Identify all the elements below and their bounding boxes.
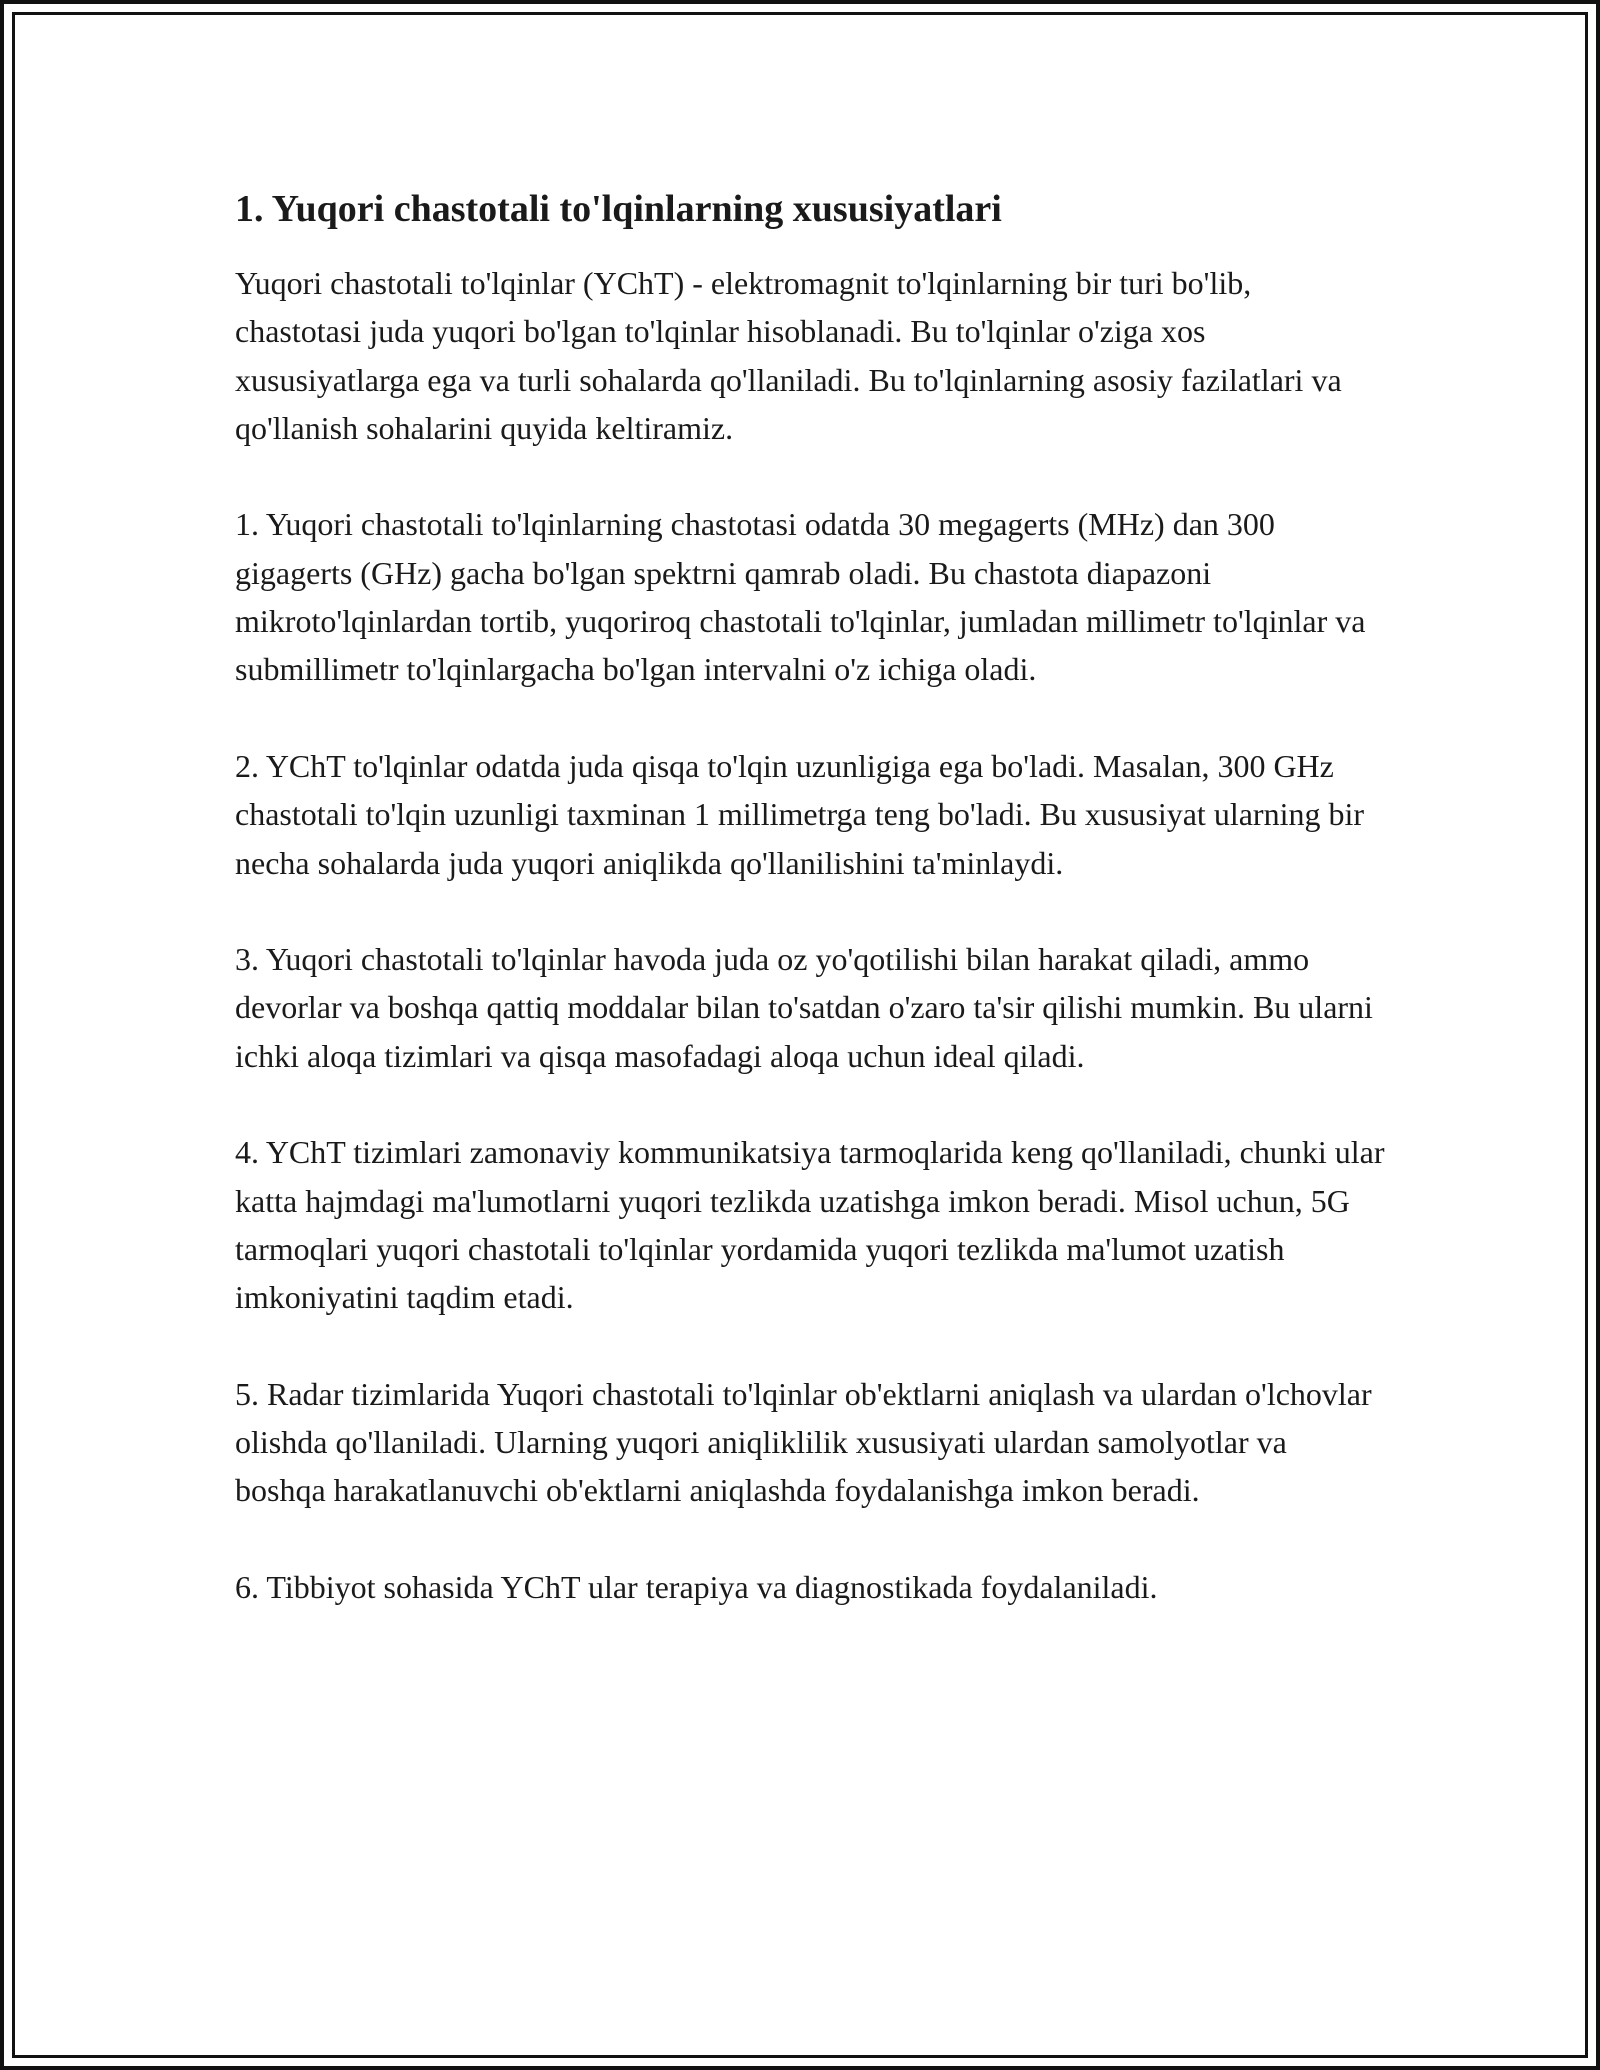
document-title: 1. Yuqori chastotali to'lqinlarning xususiyatlari bbox=[235, 188, 1002, 230]
point-1-paragraph: 1. Yuqori chastotali to'lqinlarning chastotasi odatda 30 megagerts (MHz) dan 300 gigagerts (GHz) gacha bo'lgan spektrni qamrab oladi. Bu chastota diapazoni mikroto'lqinlardan tortib, yuqoriroq chastotali to'lqinlar, jumladan millimetr to'lqinlar va submillimetr to'lqinlargacha bo'lgan intervalni o'z ichiga oladi. bbox=[235, 506, 1366, 688]
point-2-paragraph: 2. YChT to'lqinlar odatda juda qisqa to'lqin uzunligiga ega bo'ladi. Masalan, 300 GHz chastotali to'lqin uzunligi taxminan 1 millimetrga teng bo'ladi. Bu xususiyat ularning bir necha sohalarda juda yuqori aniqlikda qo'llanilishini ta'minlaydi. bbox=[235, 747, 1364, 881]
point-6-paragraph: 6. Tibbiyot sohasida YChT ular terapiya va diagnostikada foydalaniladi. bbox=[235, 1569, 1158, 1606]
point-5-paragraph: 5. Radar tizimlarida Yuqori chastotali to'lqinlar ob'ektlarni aniqlash va ulardan o'lchovlar olishda qo'llaniladi. Ularning yuqori aniqliklilik xususiyati ulardan samolyotlar va boshqa harakatlanuvchi ob'ektlarni aniqlashda foydalanishga imkon beradi. bbox=[235, 1375, 1372, 1509]
intro-paragraph: Yuqori chastotali to'lqinlar (YChT) - elektromagnit to'lqinlarning bir turi bo'lib, chastotasi juda yuqori bo'lgan to'lqinlar hisoblanadi. Bu to'lqinlar o'ziga xos xususiyatlarga ega va turli sohalarda qo'llaniladi. Bu to'lqinlarning asosiy fazilatlari va qo'llanish sohalarini quyida keltiramiz. bbox=[235, 265, 1342, 446]
point-4-paragraph: 4. YChT tizimlari zamonaviy kommunikatsiya tarmoqlarida keng qo'llaniladi, chunki ular katta hajmdagi ma'lumotlarni yuqori tezlikda uzatishga imkon beradi. Misol uchun, 5G tarmoqlari yuqori chastotali to'lqinlar yordamida yuqori tezlikda ma'lumot uzatish imkoniyatini taqdim etadi. bbox=[235, 1134, 1385, 1316]
document-body bbox=[235, 185, 1385, 1611]
point-3-paragraph: 3. Yuqori chastotali to'lqinlar havoda juda oz yo'qotilishi bilan harakat qiladi, ammo devorlar va boshqa qattiq moddalar bilan to'satdan o'zaro ta'sir qilishi mumkin. Bu ularni ichki aloqa tizimlari va qisqa masofadagi aloqa uchun ideal qiladi. bbox=[235, 941, 1373, 1074]
